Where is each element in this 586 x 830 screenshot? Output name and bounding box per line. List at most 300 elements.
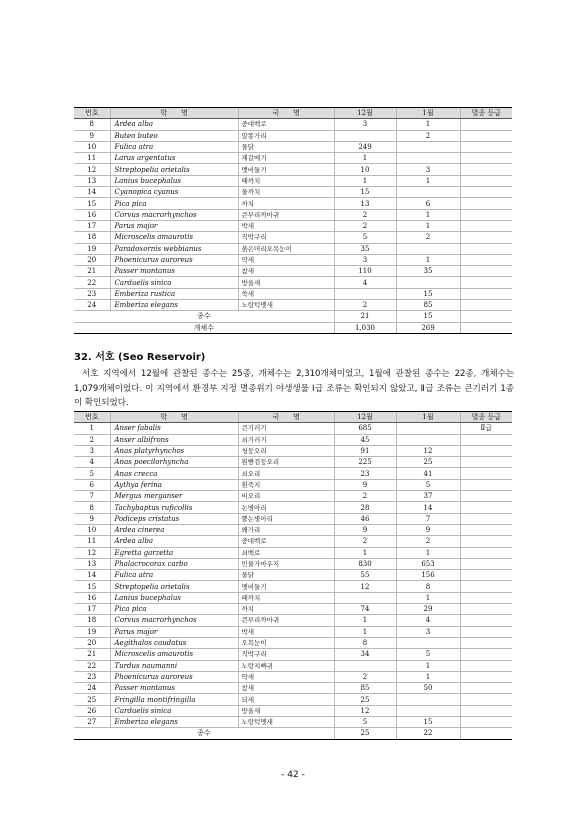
row-number: 13 — [74, 558, 110, 569]
row-number: 19 — [74, 243, 110, 254]
row-number: 12 — [74, 547, 110, 558]
row-number: 14 — [74, 187, 110, 198]
row-number: 14 — [74, 570, 110, 581]
column-header: 국 명 — [238, 412, 334, 423]
scientific-name: Aythya ferina — [110, 479, 238, 490]
scientific-name: Anas crecca — [110, 468, 238, 479]
endangered-grade — [460, 220, 512, 231]
january-count: 25 — [396, 457, 460, 468]
table-row — [74, 209, 512, 220]
korean-name: 중대백로 — [238, 119, 334, 130]
table-row — [74, 243, 512, 254]
table-row — [74, 491, 512, 502]
table-row — [74, 513, 512, 524]
january-count: 29 — [396, 604, 460, 615]
row-number: 17 — [74, 220, 110, 231]
column-header: 1월 — [396, 108, 460, 119]
table-header-row — [74, 412, 512, 423]
korean-name: 때까치 — [238, 175, 334, 186]
table-row — [74, 683, 512, 694]
december-count: 12 — [334, 581, 396, 592]
korean-name: 방울새 — [238, 705, 334, 716]
table-row — [74, 570, 512, 581]
table-row — [74, 266, 512, 277]
korean-name: 까치 — [238, 604, 334, 615]
january-count — [396, 434, 460, 445]
korean-name: 딱새 — [238, 671, 334, 682]
endangered-grade — [460, 445, 512, 456]
scientific-name: Paradoxornis webbianus — [110, 243, 238, 254]
january-count: 7 — [396, 513, 460, 524]
row-number: 26 — [74, 705, 110, 716]
endangered-grade — [460, 705, 512, 716]
table-row — [74, 479, 512, 490]
korean-name: 쇠기러기 — [238, 434, 334, 445]
endangered-grade — [460, 547, 512, 558]
row-number: 12 — [74, 164, 110, 175]
row-number: 23 — [74, 288, 110, 299]
row-number: 10 — [74, 141, 110, 152]
endangered-grade — [460, 164, 512, 175]
december-count: 9 — [334, 524, 396, 535]
december-count: 1 — [334, 175, 396, 186]
scientific-name: Passer montanus — [110, 683, 238, 694]
scientific-name: Fulica atra — [110, 141, 238, 152]
endangered-grade — [460, 153, 512, 164]
december-count: 110 — [334, 266, 396, 277]
december-count — [334, 592, 396, 603]
january-count — [396, 705, 460, 716]
scientific-name: Emberiza elegans — [110, 717, 238, 728]
korean-name: 쑥새 — [238, 288, 334, 299]
december-count: 2 — [334, 491, 396, 502]
january-count: 5 — [396, 649, 460, 660]
endangered-grade — [460, 615, 512, 626]
endangered-grade — [460, 558, 512, 569]
korean-name: 박새 — [238, 220, 334, 231]
december-count: 9 — [334, 479, 396, 490]
row-number: 9 — [74, 130, 110, 141]
table-row — [74, 524, 512, 535]
endangered-grade: Ⅱ급 — [460, 423, 512, 434]
january-count — [396, 423, 460, 434]
endangered-grade — [460, 581, 512, 592]
table-row — [74, 717, 512, 728]
december-count: 10 — [334, 164, 396, 175]
korean-name: 딱새 — [238, 254, 334, 265]
individual-total-row — [74, 322, 512, 333]
endangered-grade — [460, 513, 512, 524]
scientific-name: Mergus merganser — [110, 491, 238, 502]
korean-name: 참새 — [238, 683, 334, 694]
scientific-name: Streptopelia orietalis — [110, 164, 238, 175]
january-count: 15 — [396, 288, 460, 299]
endangered-grade — [460, 502, 512, 513]
row-number: 15 — [74, 581, 110, 592]
table-row — [74, 220, 512, 231]
table-row — [74, 558, 512, 569]
scientific-name: Podiceps cristatus — [110, 513, 238, 524]
table-row — [74, 423, 512, 434]
december-count: 8 — [334, 637, 396, 648]
scientific-name: Cyanopica cyanus — [110, 187, 238, 198]
table-row — [74, 615, 512, 626]
row-number: 13 — [74, 175, 110, 186]
scientific-name: Fulica atra — [110, 570, 238, 581]
endangered-grade — [460, 209, 512, 220]
korean-name: 참새 — [238, 266, 334, 277]
scientific-name: Tachybaptus ruficollis — [110, 502, 238, 513]
endangered-grade — [460, 536, 512, 547]
scientific-name: Emberiza rustica — [110, 288, 238, 299]
korean-name: 재갈매기 — [238, 153, 334, 164]
row-number: 9 — [74, 513, 110, 524]
january-count — [396, 153, 460, 164]
table-row — [74, 660, 512, 671]
page-number: - 42 - — [281, 770, 305, 780]
endangered-grade — [460, 175, 512, 186]
scientific-name: Corvus macrorhynchos — [110, 615, 238, 626]
january-count: 3 — [396, 164, 460, 175]
december-count: 12 — [334, 705, 396, 716]
december-count — [334, 130, 396, 141]
january-count: 1 — [396, 592, 460, 603]
summary-january: 15 — [396, 311, 460, 322]
summary-empty — [460, 322, 512, 333]
summary-january: 22 — [396, 728, 460, 739]
korean-name: 직박구리 — [238, 649, 334, 660]
korean-name: 청둥오리 — [238, 445, 334, 456]
column-header: 멸종 등급 — [460, 108, 512, 119]
row-number: 4 — [74, 457, 110, 468]
row-number: 24 — [74, 300, 110, 311]
january-count: 14 — [396, 502, 460, 513]
species-total-row — [74, 728, 512, 739]
scientific-name: Corvus macrorhynchos — [110, 209, 238, 220]
december-count: 2 — [334, 220, 396, 231]
korean-name: 뿔논병아리 — [238, 513, 334, 524]
endangered-grade — [460, 254, 512, 265]
korean-name: 큰부리까마귀 — [238, 209, 334, 220]
endangered-grade — [460, 694, 512, 705]
january-count: 85 — [396, 300, 460, 311]
korean-name: 노랑지빠귀 — [238, 660, 334, 671]
column-header: 12월 — [334, 108, 396, 119]
endangered-grade — [460, 626, 512, 637]
december-count: 225 — [334, 457, 396, 468]
table-header-row — [74, 108, 512, 119]
table-row — [74, 232, 512, 243]
endangered-grade — [460, 288, 512, 299]
summary-empty — [460, 311, 512, 322]
row-number: 20 — [74, 637, 110, 648]
december-count: 2 — [334, 671, 396, 682]
row-number: 16 — [74, 592, 110, 603]
january-count: 2 — [396, 232, 460, 243]
december-count: 2 — [334, 209, 396, 220]
december-count: 1 — [334, 547, 396, 558]
endangered-grade — [460, 479, 512, 490]
korean-name: 오목눈이 — [238, 637, 334, 648]
row-number: 2 — [74, 434, 110, 445]
species-table-seo-reservoir — [74, 411, 512, 740]
table-row — [74, 604, 512, 615]
row-number: 7 — [74, 491, 110, 502]
column-header: 번호 — [74, 412, 110, 423]
endangered-grade — [460, 300, 512, 311]
table-row — [74, 187, 512, 198]
december-count: 15 — [334, 187, 396, 198]
scientific-name: Phoenicurus auroreus — [110, 254, 238, 265]
january-count: 8 — [396, 581, 460, 592]
summary-january: 269 — [396, 322, 460, 333]
korean-name: 노랑턱멧새 — [238, 717, 334, 728]
table-row — [74, 457, 512, 468]
scientific-name: Parus major — [110, 220, 238, 231]
endangered-grade — [460, 671, 512, 682]
scientific-name: Anser fabalis — [110, 423, 238, 434]
scientific-name: Phoenicurus auroreus — [110, 671, 238, 682]
december-count: 28 — [334, 502, 396, 513]
january-count: 1 — [396, 660, 460, 671]
january-count: 2 — [396, 536, 460, 547]
january-count: 5 — [396, 479, 460, 490]
korean-name: 논병아리 — [238, 502, 334, 513]
row-number: 11 — [74, 536, 110, 547]
table-row — [74, 277, 512, 288]
table-row — [74, 536, 512, 547]
endangered-grade — [460, 266, 512, 277]
january-count: 1 — [396, 220, 460, 231]
january-count: 3 — [396, 626, 460, 637]
summary-label: 종수 — [74, 311, 334, 322]
row-number: 27 — [74, 717, 110, 728]
row-number: 24 — [74, 683, 110, 694]
table-row — [74, 547, 512, 558]
table-row — [74, 119, 512, 130]
endangered-grade — [460, 683, 512, 694]
table-row — [74, 649, 512, 660]
column-header: 학 명 — [110, 108, 238, 119]
endangered-grade — [460, 660, 512, 671]
row-number: 25 — [74, 694, 110, 705]
endangered-grade — [460, 457, 512, 468]
table-row — [74, 626, 512, 637]
column-header: 번호 — [74, 108, 110, 119]
row-number: 8 — [74, 119, 110, 130]
endangered-grade — [460, 649, 512, 660]
scientific-name: Larus argentatus — [110, 153, 238, 164]
december-count: 249 — [334, 141, 396, 152]
table-row — [74, 254, 512, 265]
korean-name: 까치 — [238, 198, 334, 209]
december-count: 2 — [334, 300, 396, 311]
table-row — [74, 288, 512, 299]
january-count: 2 — [396, 130, 460, 141]
table-row — [74, 705, 512, 716]
january-count: 1 — [396, 175, 460, 186]
scientific-name: Egretta garzetta — [110, 547, 238, 558]
january-count: 12 — [396, 445, 460, 456]
endangered-grade — [460, 130, 512, 141]
korean-name: 물닭 — [238, 570, 334, 581]
korean-name: 흰뺨검둥오리 — [238, 457, 334, 468]
scientific-name: Anas platyrhynchos — [110, 445, 238, 456]
row-number: 3 — [74, 445, 110, 456]
korean-name: 방울새 — [238, 277, 334, 288]
december-count: 1 — [334, 153, 396, 164]
species-table-upper — [74, 107, 512, 334]
january-count — [396, 277, 460, 288]
korean-name: 흰죽지 — [238, 479, 334, 490]
january-count: 653 — [396, 558, 460, 569]
korean-name: 큰부리까마귀 — [238, 615, 334, 626]
december-count: 4 — [334, 277, 396, 288]
korean-name: 멧비둘기 — [238, 164, 334, 175]
january-count: 50 — [396, 683, 460, 694]
korean-name: 큰기러기 — [238, 423, 334, 434]
january-count — [396, 187, 460, 198]
endangered-grade — [460, 491, 512, 502]
scientific-name: Ardea cinerea — [110, 524, 238, 535]
table-row — [74, 637, 512, 648]
table-row — [74, 445, 512, 456]
row-number: 17 — [74, 604, 110, 615]
column-header: 12월 — [334, 412, 396, 423]
january-count: 1 — [396, 671, 460, 682]
scientific-name: Streptopelia orietalis — [110, 581, 238, 592]
december-count: 5 — [334, 232, 396, 243]
endangered-grade — [460, 119, 512, 130]
endangered-grade — [460, 187, 512, 198]
december-count: 1 — [334, 615, 396, 626]
row-number: 5 — [74, 468, 110, 479]
endangered-grade — [460, 604, 512, 615]
january-count: 35 — [396, 266, 460, 277]
table-row — [74, 581, 512, 592]
row-number: 11 — [74, 153, 110, 164]
species-total-row — [74, 311, 512, 322]
korean-name: 중대백로 — [238, 536, 334, 547]
korean-name: 민물가마우지 — [238, 558, 334, 569]
summary-label: 개체수 — [74, 322, 334, 333]
december-count: 830 — [334, 558, 396, 569]
scientific-name: Passer montanus — [110, 266, 238, 277]
scientific-name: Emberiza elegans — [110, 300, 238, 311]
column-header: 학 명 — [110, 412, 238, 423]
january-count: 1 — [396, 254, 460, 265]
scientific-name: Lanius bucephalus — [110, 592, 238, 603]
korean-name: 쇠오리 — [238, 468, 334, 479]
january-count — [396, 243, 460, 254]
scientific-name: Microscelis amaurotis — [110, 232, 238, 243]
row-number: 15 — [74, 198, 110, 209]
january-count: 1 — [396, 119, 460, 130]
column-header: 1월 — [396, 412, 460, 423]
december-count: 2 — [334, 536, 396, 547]
scientific-name: Anser albifrons — [110, 434, 238, 445]
january-count: 1 — [396, 209, 460, 220]
scientific-name: Microscelis amaurotis — [110, 649, 238, 660]
korean-name: 쇠백로 — [238, 547, 334, 558]
december-count: 3 — [334, 119, 396, 130]
summary-december: 21 — [334, 311, 396, 322]
scientific-name: Anas poecilorhyncha — [110, 457, 238, 468]
january-count: 4 — [396, 615, 460, 626]
table-row — [74, 164, 512, 175]
row-number: 18 — [74, 232, 110, 243]
december-count: 3 — [334, 254, 396, 265]
january-count: 15 — [396, 717, 460, 728]
january-count: 9 — [396, 524, 460, 535]
december-count: 23 — [334, 468, 396, 479]
endangered-grade — [460, 717, 512, 728]
december-count: 45 — [334, 434, 396, 445]
summary-december: 25 — [334, 728, 396, 739]
december-count: 25 — [334, 694, 396, 705]
row-number: 16 — [74, 209, 110, 220]
december-count: 35 — [334, 243, 396, 254]
scientific-name: Ardea alba — [110, 536, 238, 547]
endangered-grade — [460, 434, 512, 445]
row-number: 1 — [74, 423, 110, 434]
endangered-grade — [460, 592, 512, 603]
scientific-name: Buteo buteo — [110, 130, 238, 141]
scientific-name: Carduelis sinica — [110, 277, 238, 288]
january-count: 156 — [396, 570, 460, 581]
january-count — [396, 694, 460, 705]
december-count: 34 — [334, 649, 396, 660]
scientific-name: Fringilla montifringilla — [110, 694, 238, 705]
endangered-grade — [460, 524, 512, 535]
scientific-name: Parus major — [110, 626, 238, 637]
column-header: 국 명 — [238, 108, 334, 119]
row-number: 6 — [74, 479, 110, 490]
scientific-name: Pica pica — [110, 198, 238, 209]
korean-name: 붉은머리오목눈이 — [238, 243, 334, 254]
summary-december: 1,030 — [334, 322, 396, 333]
table-row — [74, 300, 512, 311]
december-count: 46 — [334, 513, 396, 524]
table-row — [74, 141, 512, 152]
korean-name: 왜가리 — [238, 524, 334, 535]
endangered-grade — [460, 141, 512, 152]
january-count — [396, 141, 460, 152]
korean-name: 노랑턱멧새 — [238, 300, 334, 311]
summary-label: 종수 — [74, 728, 334, 739]
scientific-name: Lanius bucephalus — [110, 175, 238, 186]
row-number: 23 — [74, 671, 110, 682]
january-count — [396, 637, 460, 648]
row-number: 21 — [74, 649, 110, 660]
korean-name: 박새 — [238, 626, 334, 637]
endangered-grade — [460, 198, 512, 209]
december-count: 85 — [334, 683, 396, 694]
section-title: 32. 서호 (Seo Reservoir) — [74, 352, 206, 363]
korean-name: 말똥가리 — [238, 130, 334, 141]
december-count: 5 — [334, 717, 396, 728]
december-count: 74 — [334, 604, 396, 615]
row-number: 19 — [74, 626, 110, 637]
column-header: 멸종 등급 — [460, 412, 512, 423]
endangered-grade — [460, 637, 512, 648]
korean-name: 되새 — [238, 694, 334, 705]
endangered-grade — [460, 243, 512, 254]
korean-name: 비오리 — [238, 491, 334, 502]
table-row — [74, 592, 512, 603]
january-count: 41 — [396, 468, 460, 479]
row-number: 20 — [74, 254, 110, 265]
